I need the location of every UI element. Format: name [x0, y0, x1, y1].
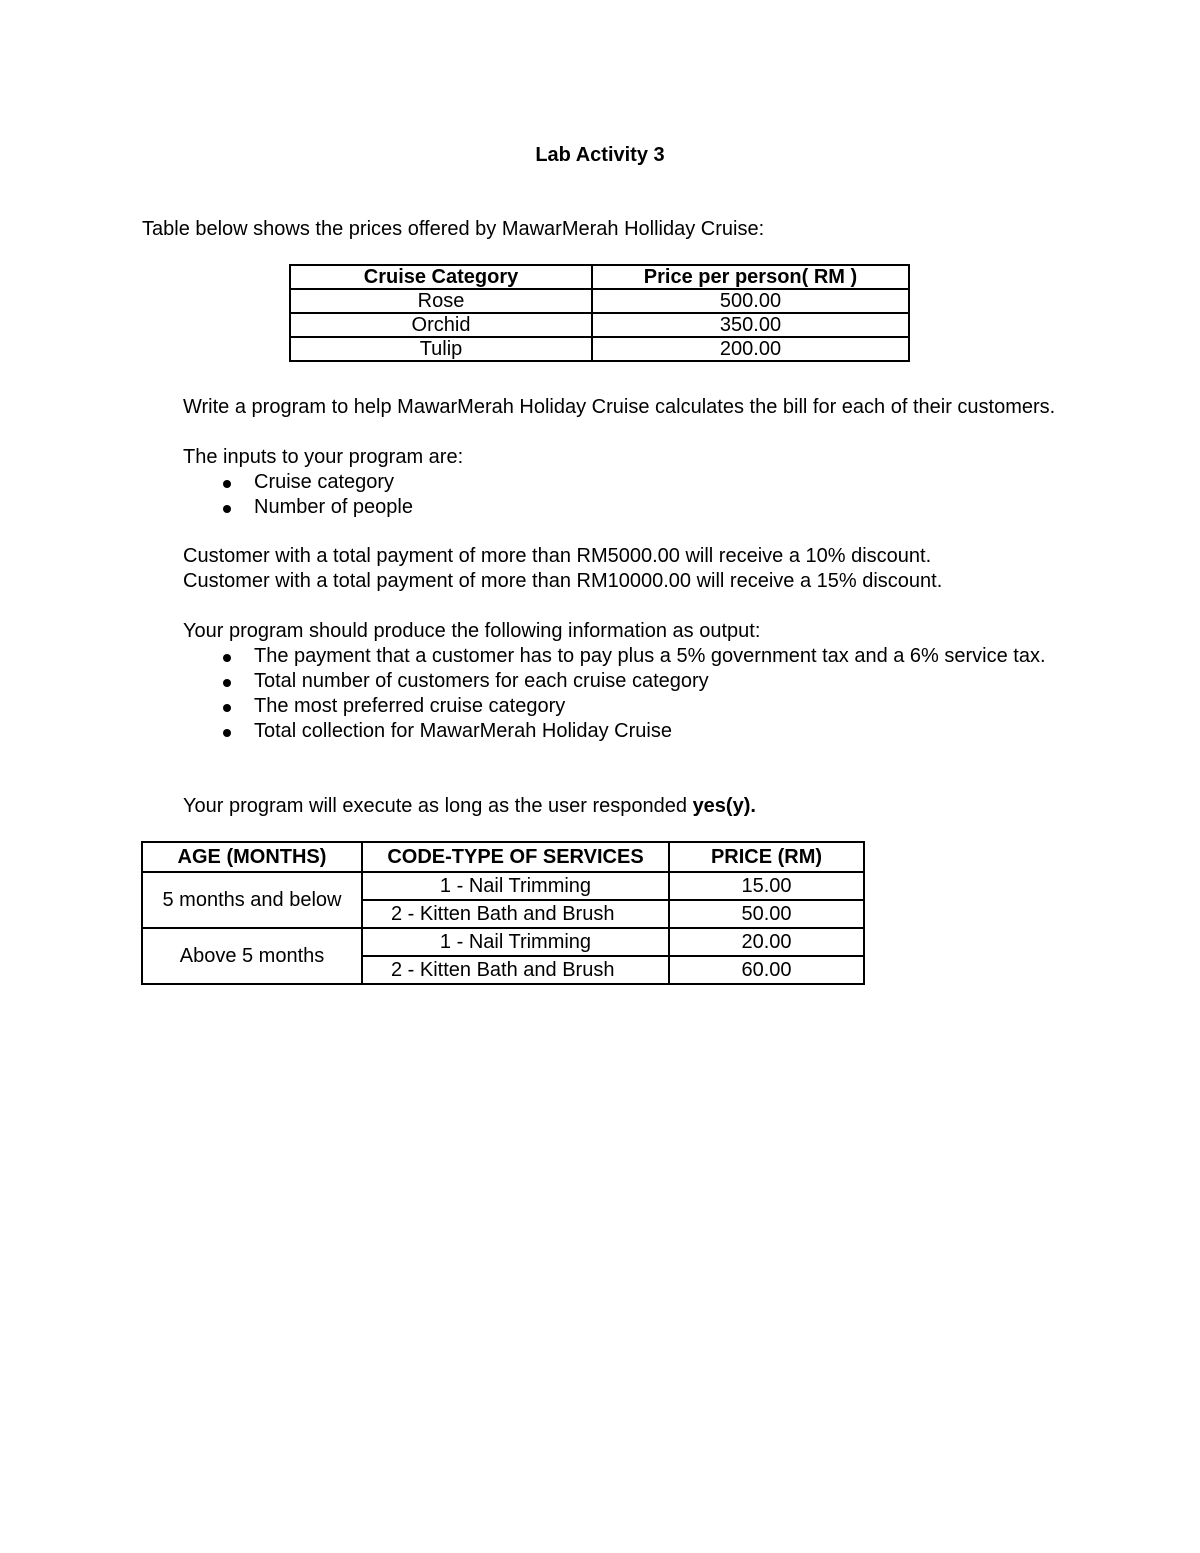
task-description: Write a program to help MawarMerah Holiday Cruise calculates the bill for each of their customers. [183, 396, 1056, 418]
bullet-icon [223, 654, 231, 662]
table-row [142, 872, 864, 900]
services-price-table [141, 841, 865, 985]
list-item [214, 495, 1064, 520]
inputs-list [214, 470, 1064, 520]
execute-condition [183, 794, 1059, 819]
cruise-category-cell: Tulip [290, 337, 592, 361]
table-row [290, 337, 909, 361]
bullet-icon [223, 480, 231, 488]
service-cell: 2 - Kitten Bath and Brush [362, 956, 669, 984]
execute-condition-text: Your program will execute as long as the user responded [183, 795, 693, 817]
column-header-price-per-person: Price per person( RM ) [592, 265, 909, 289]
cruise-category-cell: Rose [290, 289, 592, 313]
list-item-text: Cruise category [254, 471, 395, 493]
discount-rule-10: Customer with a total payment of more than RM5000.00 will receive a 10% discount. [183, 545, 932, 567]
table-header-row [290, 265, 909, 289]
execute-condition-keyword: yes(y). [692, 795, 756, 817]
inputs-intro: The inputs to your program are: [183, 446, 464, 468]
page-title: Lab Activity 3 [535, 144, 665, 166]
age-group-cell: Above 5 months [142, 928, 362, 984]
bullet-icon [223, 679, 231, 687]
cruise-price-table [289, 264, 910, 362]
list-item-text: Number of people [254, 496, 413, 518]
list-item-text: Total collection for MawarMerah Holiday Cruise [254, 720, 672, 742]
column-header-cruise-category: Cruise Category [290, 265, 592, 289]
table-row [142, 928, 864, 956]
list-item-text: The most preferred cruise category [254, 695, 566, 717]
list-item-text: The payment that a customer has to pay plus a 5% government tax and a 6% service tax. [254, 645, 1046, 667]
table-row [290, 313, 909, 337]
column-header-age: AGE (MONTHS) [142, 842, 362, 872]
bullet-icon [223, 505, 231, 513]
list-item-text: Total number of customers for each cruise category [254, 670, 709, 692]
price-cell: 20.00 [669, 928, 864, 956]
price-cell: 200.00 [592, 337, 909, 361]
outputs-list [214, 644, 1064, 744]
price-cell: 60.00 [669, 956, 864, 984]
service-cell: 1 - Nail Trimming [362, 872, 669, 900]
table-header-row [142, 842, 864, 872]
price-cell: 500.00 [592, 289, 909, 313]
bullet-icon [223, 729, 231, 737]
price-cell: 15.00 [669, 872, 864, 900]
service-cell: 2 - Kitten Bath and Brush [362, 900, 669, 928]
outputs-intro: Your program should produce the following information as output: [183, 620, 761, 642]
service-cell: 1 - Nail Trimming [362, 928, 669, 956]
discount-rule-15: Customer with a total payment of more than RM10000.00 will receive a 15% discount. [183, 570, 943, 592]
intro-text: Table below shows the prices offered by MawarMerah Holliday Cruise: [142, 218, 765, 240]
list-item [214, 694, 1064, 719]
list-item [214, 644, 1064, 669]
price-cell: 350.00 [592, 313, 909, 337]
table-row [290, 289, 909, 313]
list-item [214, 669, 1064, 694]
cruise-category-cell: Orchid [290, 313, 592, 337]
column-header-price: PRICE (RM) [669, 842, 864, 872]
bullet-icon [223, 704, 231, 712]
price-cell: 50.00 [669, 900, 864, 928]
column-header-service: CODE-TYPE OF SERVICES [362, 842, 669, 872]
list-item [214, 719, 1064, 744]
list-item [214, 470, 1064, 495]
age-group-cell: 5 months and below [142, 872, 362, 928]
